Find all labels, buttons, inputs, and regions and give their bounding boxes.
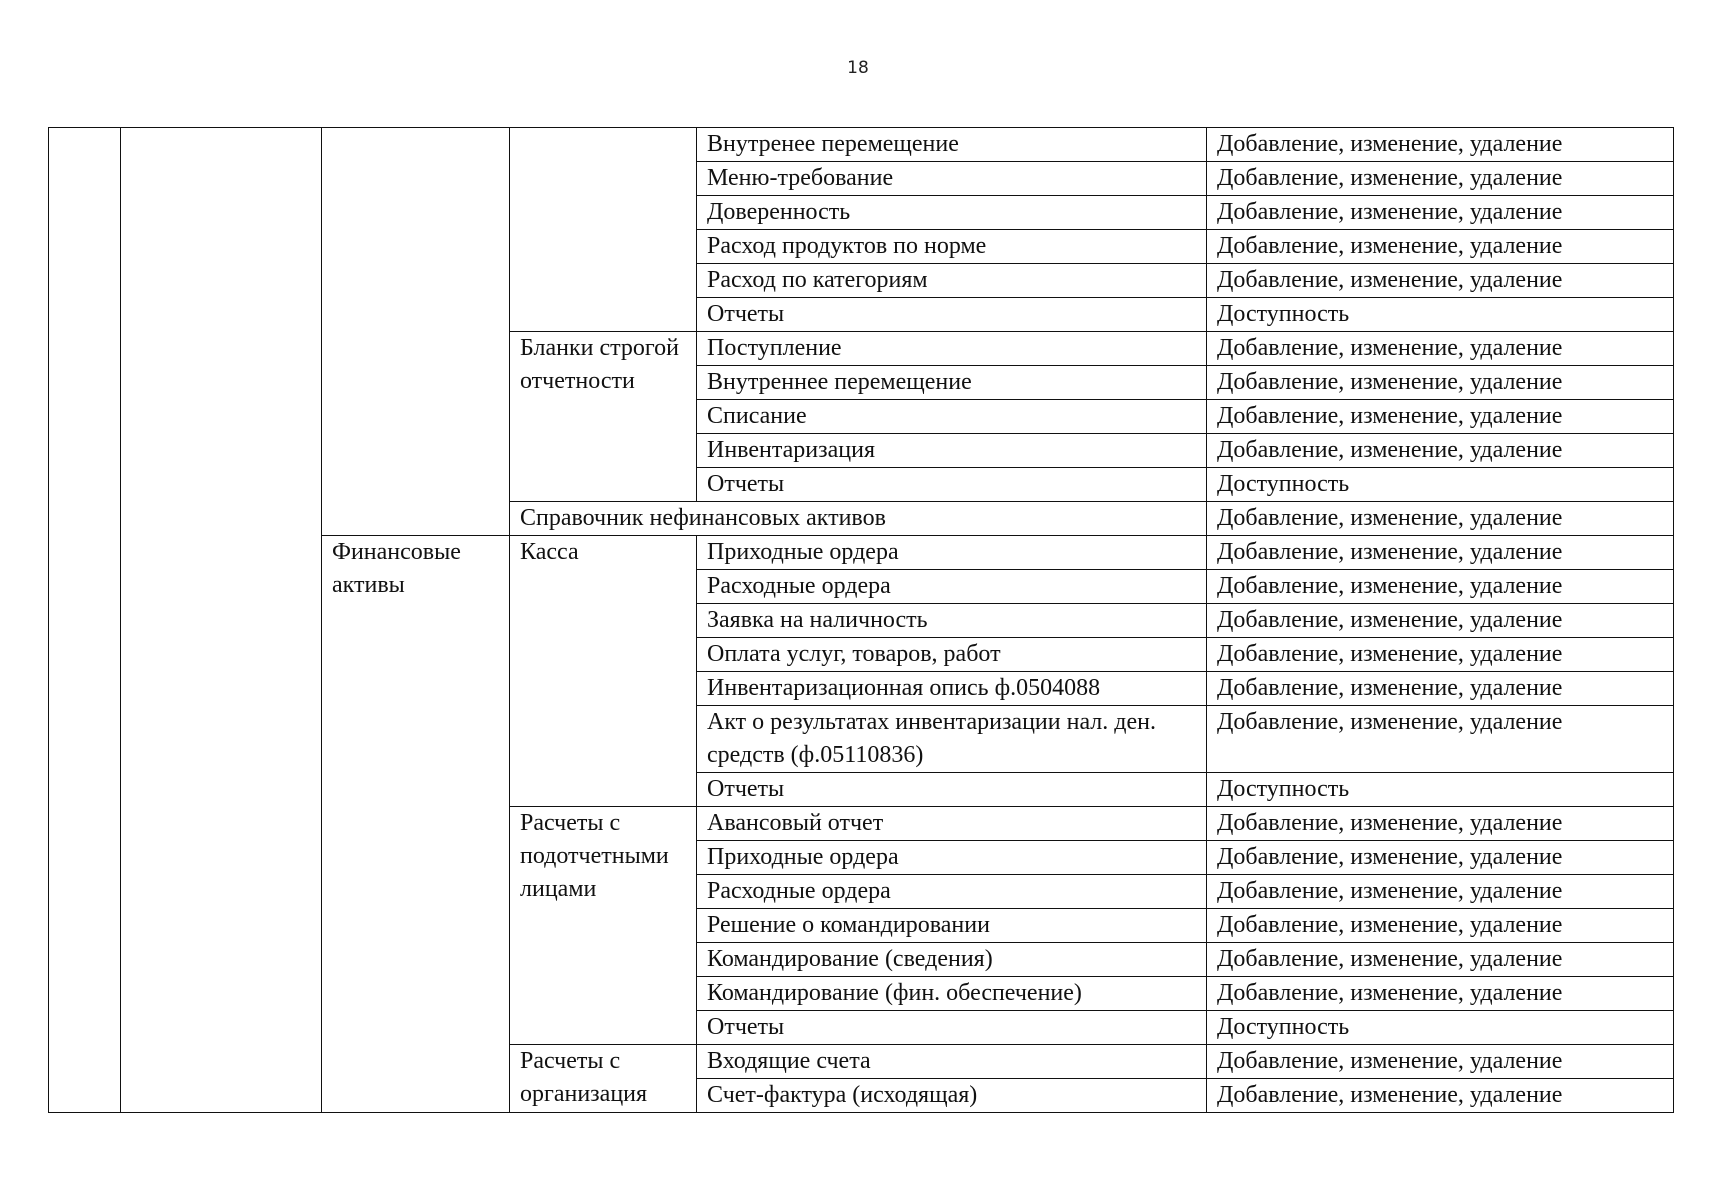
document-name-cell: Отчеты <box>697 1011 1207 1045</box>
access-rights-cell: Добавление, изменение, удаление <box>1207 230 1674 264</box>
access-rights-cell: Добавление, изменение, удаление <box>1207 638 1674 672</box>
document-name-cell: Расход продуктов по норме <box>697 230 1207 264</box>
document-name-cell: Списание <box>697 400 1207 434</box>
page-number: 18 <box>847 58 869 78</box>
section-nonfinancial-directory: Справочник нефинансовых активов <box>510 502 1207 536</box>
access-rights-cell: Доступность <box>1207 773 1674 807</box>
access-rights-cell: Добавление, изменение, удаление <box>1207 536 1674 570</box>
access-rights-cell: Добавление, изменение, удаление <box>1207 366 1674 400</box>
access-rights-table <box>48 127 1674 1113</box>
document-name-cell: Отчеты <box>697 773 1207 807</box>
access-rights-cell: Доступность <box>1207 1011 1674 1045</box>
empty-cell-column-2 <box>121 128 322 1113</box>
access-rights-cell: Добавление, изменение, удаление <box>1207 332 1674 366</box>
access-rights-cell: Добавление, изменение, удаление <box>1207 400 1674 434</box>
access-rights-cell: Добавление, изменение, удаление <box>1207 128 1674 162</box>
document-name-cell: Отчеты <box>697 468 1207 502</box>
access-rights-cell: Добавление, изменение, удаление <box>1207 570 1674 604</box>
access-rights-cell: Добавление, изменение, удаление <box>1207 162 1674 196</box>
section-cash: Касса <box>510 536 697 807</box>
document-name-cell: Командирование (сведения) <box>697 943 1207 977</box>
document-name-cell: Поступление <box>697 332 1207 366</box>
access-rights-cell: Добавление, изменение, удаление <box>1207 1079 1674 1113</box>
access-rights-cell: Добавление, изменение, удаление <box>1207 977 1674 1011</box>
document-name-cell: Внутренее перемещение <box>697 128 1207 162</box>
access-rights-cell: Добавление, изменение, удаление <box>1207 807 1674 841</box>
document-name-cell: Входящие счета <box>697 1045 1207 1079</box>
section-organizations: Расчеты с организация <box>510 1045 697 1113</box>
access-rights-cell: Добавление, изменение, удаление <box>1207 264 1674 298</box>
section-strict-forms: Бланки строгой отчетности <box>510 332 697 502</box>
document-name-cell: Решение о командировании <box>697 909 1207 943</box>
empty-cell-column-4 <box>510 128 697 332</box>
access-rights-cell: Добавление, изменение, удаление <box>1207 841 1674 875</box>
document-name-cell: Авансовый отчет <box>697 807 1207 841</box>
empty-cell-column-3 <box>322 128 510 536</box>
document-name-cell: Отчеты <box>697 298 1207 332</box>
access-rights-cell: Добавление, изменение, удаление <box>1207 909 1674 943</box>
document-name-cell: Счет-фактура (исходящая) <box>697 1079 1207 1113</box>
access-rights-cell: Добавление, изменение, удаление <box>1207 434 1674 468</box>
access-rights-cell: Добавление, изменение, удаление <box>1207 604 1674 638</box>
document-name-cell: Доверенность <box>697 196 1207 230</box>
empty-cell-column-1 <box>49 128 121 1113</box>
document-name-cell: Расходные ордера <box>697 570 1207 604</box>
document-name-cell: Расходные ордера <box>697 875 1207 909</box>
access-rights-cell: Добавление, изменение, удаление <box>1207 706 1674 773</box>
access-rights-cell: Добавление, изменение, удаление <box>1207 196 1674 230</box>
document-name-cell: Расход по категориям <box>697 264 1207 298</box>
document-name-cell: Оплата услуг, товаров, работ <box>697 638 1207 672</box>
table-row <box>49 128 1674 162</box>
access-rights-cell: Добавление, изменение, удаление <box>1207 943 1674 977</box>
document-name-cell: Меню-требование <box>697 162 1207 196</box>
section-accountable-persons: Расчеты с подотчетными лицами <box>510 807 697 1045</box>
access-rights-cell: Доступность <box>1207 468 1674 502</box>
document-name-cell: Заявка на наличность <box>697 604 1207 638</box>
document-name-cell: Приходные ордера <box>697 841 1207 875</box>
access-rights-cell: Доступность <box>1207 298 1674 332</box>
document-name-cell: Акт о результатах инвентаризации нал. ден. средств (ф.05110836) <box>697 706 1207 773</box>
document-name-cell: Инвентаризация <box>697 434 1207 468</box>
document-name-cell: Внутреннее перемещение <box>697 366 1207 400</box>
access-rights-cell: Добавление, изменение, удаление <box>1207 875 1674 909</box>
access-rights-cell: Добавление, изменение, удаление <box>1207 672 1674 706</box>
access-rights-cell: Добавление, изменение, удаление <box>1207 502 1674 536</box>
document-name-cell: Инвентаризационная опись ф.0504088 <box>697 672 1207 706</box>
access-rights-cell: Добавление, изменение, удаление <box>1207 1045 1674 1079</box>
document-name-cell: Командирование (фин. обеспечение) <box>697 977 1207 1011</box>
document-name-cell: Приходные ордера <box>697 536 1207 570</box>
section-financial-assets: Финансовые активы <box>322 536 510 1113</box>
